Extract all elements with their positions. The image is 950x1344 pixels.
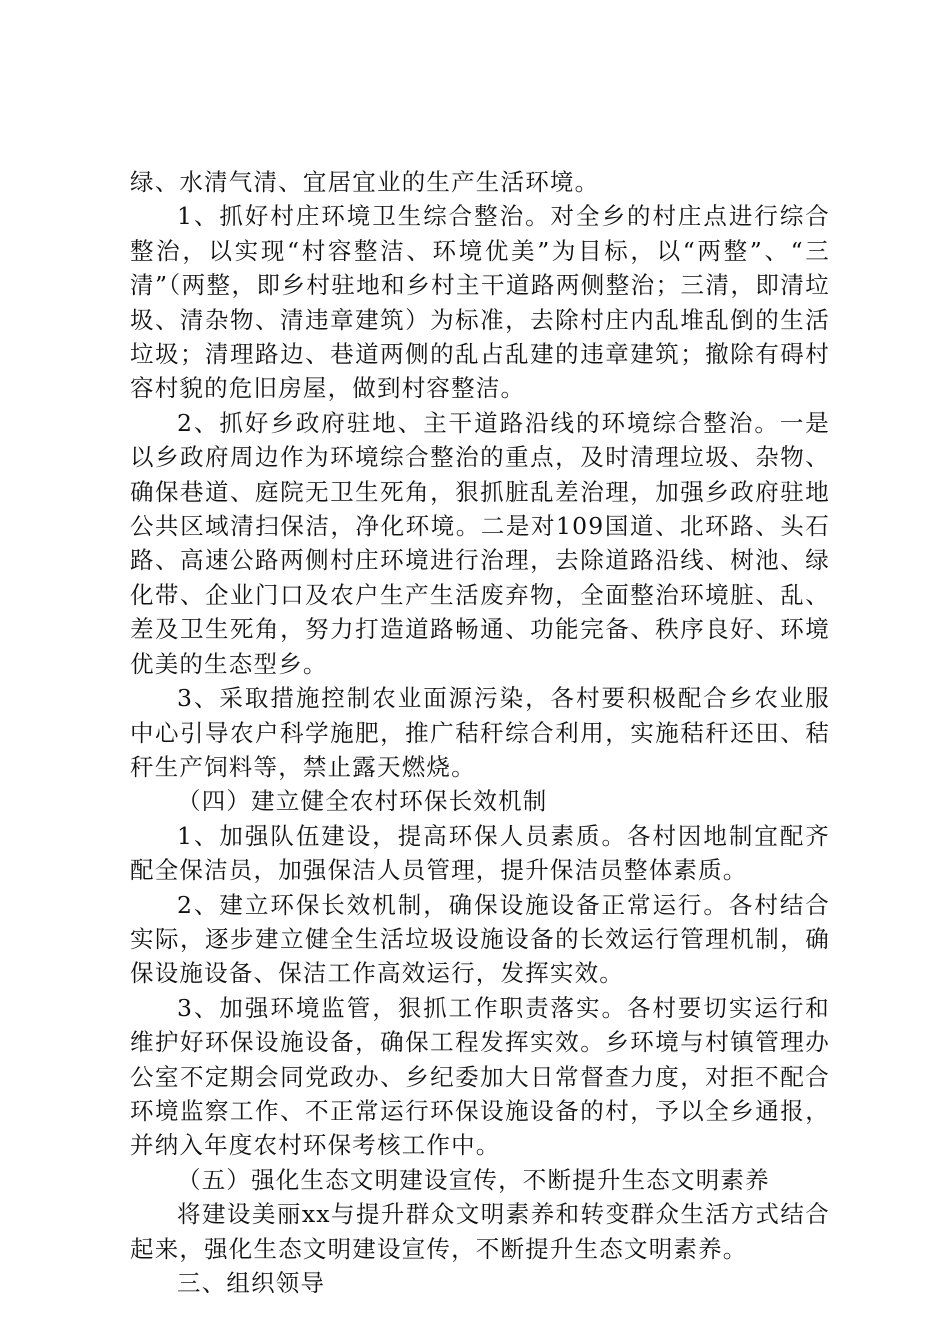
section-heading-4: （四）建立健全农村环保长效机制 [177,787,548,816]
paragraph-publicity: 将建设美丽xx与提升群众文明素养和转变群众生活方式结合起来，强化生态文明建设宣传，不断提升生态文明素养。 [130,1200,830,1263]
paragraph-continuation: 绿、水清气清、宜居宜业的生产生活环境。 [130,168,600,196]
section-heading-3-organization: 三、组织领导 [177,1269,326,1297]
paragraph-item-3-supervision: 3、加强环境监管，狠抓工作职责落实。各村要切实运行和维护好环保设施设备，确保工程发挥实效。乡环境与村镇管理办公室不定期会同党政办、乡纪委加大日常督查力度，对拒不配合环境监察工作、不正常运行环保设施设备的村，予以全乡通报，并纳入年度农村环保考核工作中。 [130,993,830,1160]
document-body [130,165,830,1300]
paragraph-item-1-team-building: 1、加强队伍建设，提高环保人员素质。各村因地制宜配齐配全保洁员，加强保洁人员管理，提升保洁员整体素质。 [130,821,830,885]
paragraph-item-3-agricultural-pollution: 3、采取措施控制农业面源污染，各村要积极配合乡农业服中心引导农户科学施肥，推广秸秆综合利用，实施秸秆还田、秸秆生产饲料等，禁止露天燃烧。 [130,684,830,781]
paragraph-item-2-long-term-mechanism: 2、建立环保长效机制，确保设施设备正常运行。各村结合实际，逐步建立健全生活垃圾设施设备的长效运行管理机制，确保设施设备、保洁工作高效运行，发挥实效。 [130,890,830,988]
paragraph-item-2-road-environment: 2、抓好乡政府驻地、主干道路沿线的环境综合整治。一是以乡政府周边作为环境综合整治的重点，及时清理垃圾、杂物、确保巷道、庭院无卫生死角，狠抓脏乱差治理，加强乡政府驻地公共区域清扫保洁，净化环境。二是对109国道、北环路、头石路、高速公路两侧村庄环境进行治理，去除道路沿线、树池、绿化带、企业门口及农户生产生活废弃物，全面整治环境脏、乱、差及卫生死角，努力打造道路畅通、功能完备、秩序良好、环境优美的生态型乡。 [130,408,830,678]
section-heading-5: （五）强化生态文明建设宣传，不断提升生态文明素养 [177,1165,770,1194]
paragraph-item-1-village-sanitation: 1、抓好村庄环境卫生综合整治。对全乡的村庄点进行综合整治，以实现“村容整洁、环境优美”为目标，以“两整”、“三清”（两整，即乡村驻地和乡村主干道路两侧整治；三清，即清垃圾、清杂物、清违章建筑）为标准，去除村庄内乱堆乱倒的生活垃圾；清理路边、巷道两侧的乱占乱建的违章建筑；撤除有碍村容村貌的危旧房屋，做到村容整洁。 [130,202,830,403]
